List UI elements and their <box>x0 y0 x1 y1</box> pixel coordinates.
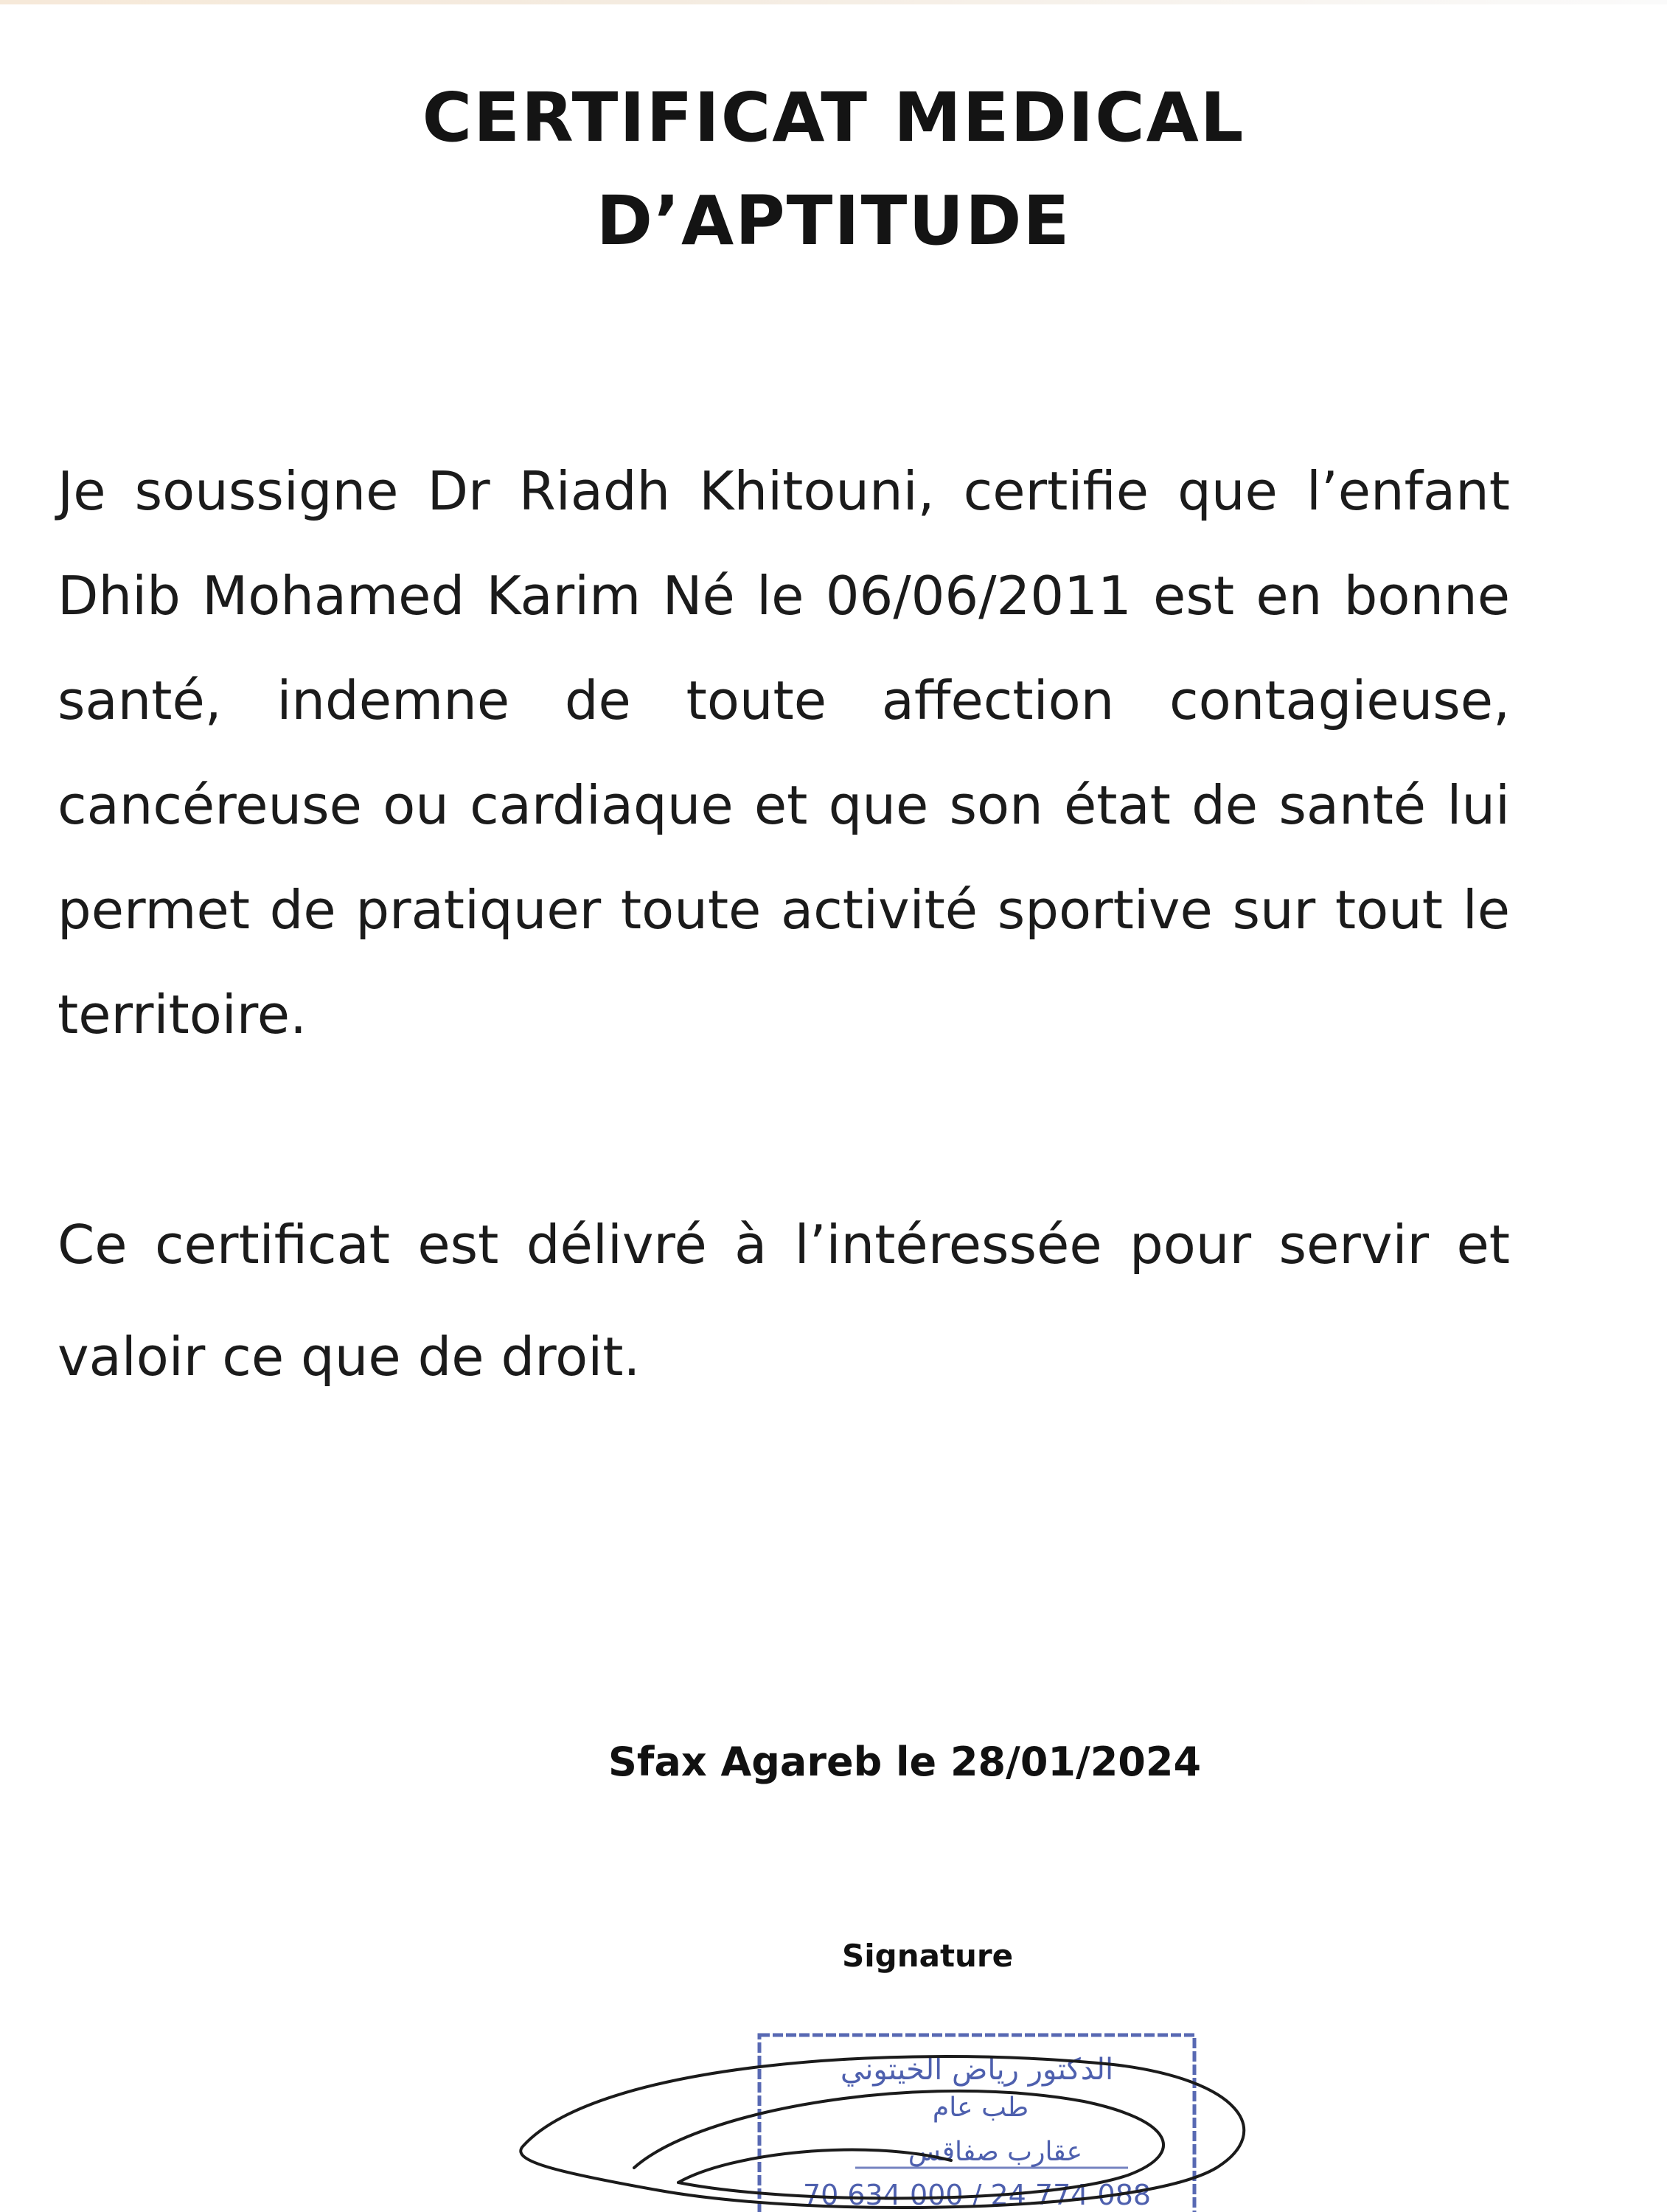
page-top-edge <box>0 0 1667 4</box>
certificate-title <box>0 66 1667 273</box>
title-line-1: CERTIFICAT MEDICAL <box>422 78 1245 157</box>
delivery-paragraph: Ce certificat est délivré à l’intéressée pour servir et valoir ce que de droit. <box>58 1214 1510 1388</box>
title-line-2: D’APTITUDE <box>596 181 1071 260</box>
place-and-date: Sfax Agareb le 28/01/2024 <box>608 1739 1202 1785</box>
signature-label: Signature <box>842 1938 1014 1974</box>
stamp-location: عقارب صفاقس <box>908 2137 1083 2167</box>
doctor-stamp-and-signature <box>509 2020 1290 2212</box>
stamp-doctor-name: الدكتور رياض الخيتوني <box>840 2053 1114 2087</box>
stamp-specialty: طب عام <box>932 2093 1029 2123</box>
stamp-phone: 70 634 000 / 24 774 088 <box>802 2179 1152 2211</box>
certification-paragraph: Je soussigne Dr Riadh Khitouni, certifie que l’enfant Dhib Mohamed Karim Né le 06/06/2011 est en bonne santé, indemne de toute affection contagieuse, cancéreuse ou cardiaque et que son état de santé lui permet de pratiquer toute activité sportive sur tout le territoire. <box>58 460 1510 1046</box>
